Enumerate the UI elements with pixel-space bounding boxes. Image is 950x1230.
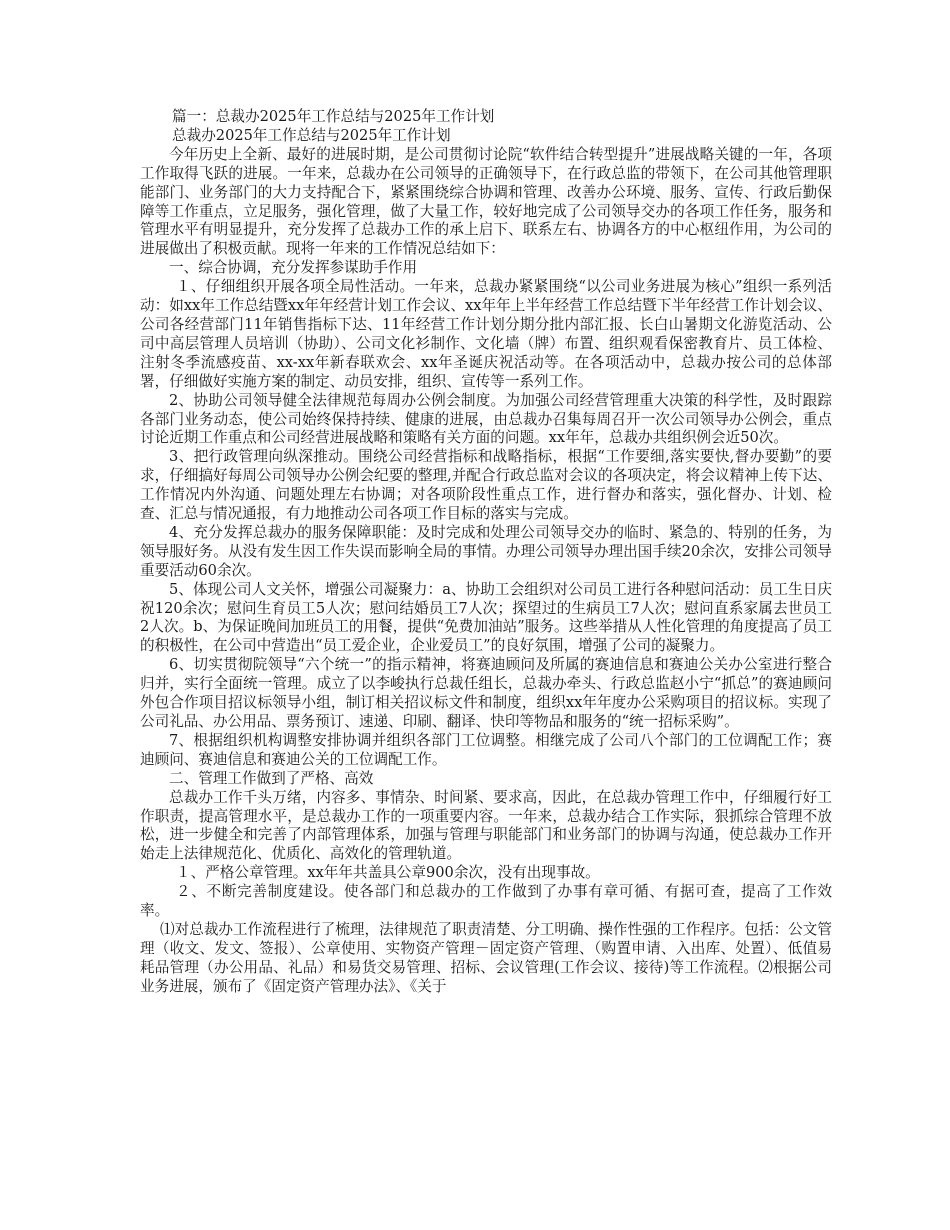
paragraph-item-7: 7、根据组织机构调整安排协调并组织各部门工位调整。相继完成了公司八个部门的工位调配工作；赛迪顾问、赛迪信息和赛迪公关的工位调配工作。 (140, 731, 832, 768)
paragraph-intro: 今年历史上全新、最好的进展时期，是公司贯彻讨论院“软件结合转型提升”进展战略关键的一年，各项工作取得飞跃的进展。一年来，总裁办在公司领导的正确领导下，在行政总监的带领下，在公司其他管理职能部门、业务部门的大力支持配合下，紧紧围绕综合协调和管理、改善办公环境、服务、宣传、行政后勤保障等工作重点，立足服务，强化管理，做了大量工作，较好地完成了公司领导交办的各项工作任务，服务和管理水平有明显提升，充分发挥了总裁办工作的承上启下、联系左右、协调各方的中心枢纽作用，为公司的进展做出了积极贡献。现将一年来的工作情况总结如下： (140, 145, 832, 258)
paragraph-workflow: ⑴对总裁办工作流程进行了梳理，法律规范了职责清楚、分工明确、操作性强的工作程序。包括：公文管理（收文、发文、签报）、公章使用、实物资产管理－固定资产管理、（购置申请、入出库、处置）、低值易耗品管理（办公用品、礼品）和易货交易管理、招标、会议管理(工作会议、接待)等工作流程。⑵根据公司业务进展，颁布了《固定资产管理办法》、《关于 (140, 920, 832, 995)
document-title: 篇一：总裁办2025年工作总结与2025年工作计划 (172, 108, 495, 125)
paragraph-item-3: 3、把行政管理向纵深推动。围绕公司经营指标和战略指标，根据“工作要细,落实要快,督办要勤”的要求，仔细搞好每周公司领导办公例会纪要的整理,并配合行政总监对会议的各项决定，将会议精神上传下达、工作情况内外沟通、问题处理左右协调；对各项阶段性重点工作，进行督办和落实，强化督办、计划、检查、汇总与情况通报，有力地推动公司各项工作目标的落实与完成。 (140, 448, 832, 523)
document-subtitle: 总裁办2025年工作总结与2025年工作计划 (172, 126, 451, 144)
document-page (140, 108, 832, 997)
section-heading-2: 二、管理工作做到了严格、高效 (169, 769, 374, 787)
paragraph-item-1: １、仔细组织开展各项全局性活动。一年来，总裁办紧紧围绕“以公司业务进展为核心”组织一系列活动：如xx年工作总结暨xx年年经营计划工作会议、xx年年上半年经营工作总结暨下半年经营工作计划会议、公司各经营部门11年销售指标下达、11年经营工作计划分期分批内部汇报、长白山暑期文化游览活动、公司中高层管理人员培训（协助）、公司文化衫制作、文化墙（牌）布置、组织观看保密教育片、员工体检、注射冬季流感疫苗、xx-xx年新春联欢会、xx年圣诞庆祝活动等。在各项活动中，总裁办按公司的总体部署，仔细做好实施方案的制定、动员安排，组织、宣传等一系列工作。 (140, 278, 832, 390)
paragraph-item-4: 4、充分发挥总裁办的服务保障职能：及时完成和处理公司领导交办的临时、紧急的、特别的任务，为领导服好务。从没有发生因工作失误而影响全局的事情。办理公司领导办理出国手续20余次，安排公司领导重要活动60余次。 (140, 523, 832, 579)
paragraph-system-building: ２、不断完善制度建设。使各部门和总裁办的工作做到了办事有章可循、有据可查，提高了工作效率。 (140, 883, 832, 920)
paragraph-item-5: 5、体现公司人文关怀，增强公司凝聚力：a、协助工会组织对公司员工进行各种慰问活动：员工生日庆祝120余次；慰问生育员工5人次；慰问结婚员工7人次；探望过的生病员工7人次；慰问直系家属去世员工2人次。b、为保证晚间加班员工的用餐，提供“免费加油站”服务。这些举措从人性化管理的角度提高了员工的积极性，在公司中营造出“员工爱企业，企业爱员工”的良好氛围，增强了公司的凝聚力。 (140, 580, 832, 655)
paragraph-item-2: 2、协助公司领导健全法律规范每周办公例会制度。为加强公司经营管理重大决策的科学性，及时跟踪各部门业务动态，使公司始终保持持续、健康的进展，由总裁办召集每周召开一次公司领导办公例会，重点讨论近期工作重点和公司经营进展战略和策略有关方面的问题。xx年年，总裁办共组织例会近50次。 (140, 391, 832, 447)
paragraph-seal-management: １、严格公章管理。xx年年共盖具公章900余次，没有出现事故。 (176, 864, 600, 882)
paragraph-item-6: 6、切实贯彻院领导“六个统一”的指示精神，将赛迪顾问及所属的赛迪信息和赛迪公关办公室进行整合归并，实行全面统一管理。成立了以李峻执行总裁任组长，总裁办牵头、行政总监赵小宁“抓总”的赛迪顾问外包合作项目招议标领导小组，制订相关招议标文件和制度，组织xx年年度办公采购项目的招议标。实现了公司礼品、办公用品、票务预订、速递、印刷、翻译、快印等物品和服务的“统一招标采购”。 (140, 656, 832, 730)
section-heading-1: 一、综合协调，充分发挥参谋助手作用 (169, 259, 418, 277)
paragraph-management: 总裁办工作千头万绪，内容多、事情杂、时间紧、要求高，因此，在总裁办管理工作中，仔细履行好工作职责，提高管理水平，是总裁办工作的一项重要内容。一年来，总裁办结合工作实际，狠抓综合管理不放松，进一步健全和完善了内部管理体系，加强与管理与职能部门和业务部门的协调与沟通，使总裁办工作开始走上法律规范化、优质化、高效化的管理轨道。 (140, 788, 832, 863)
